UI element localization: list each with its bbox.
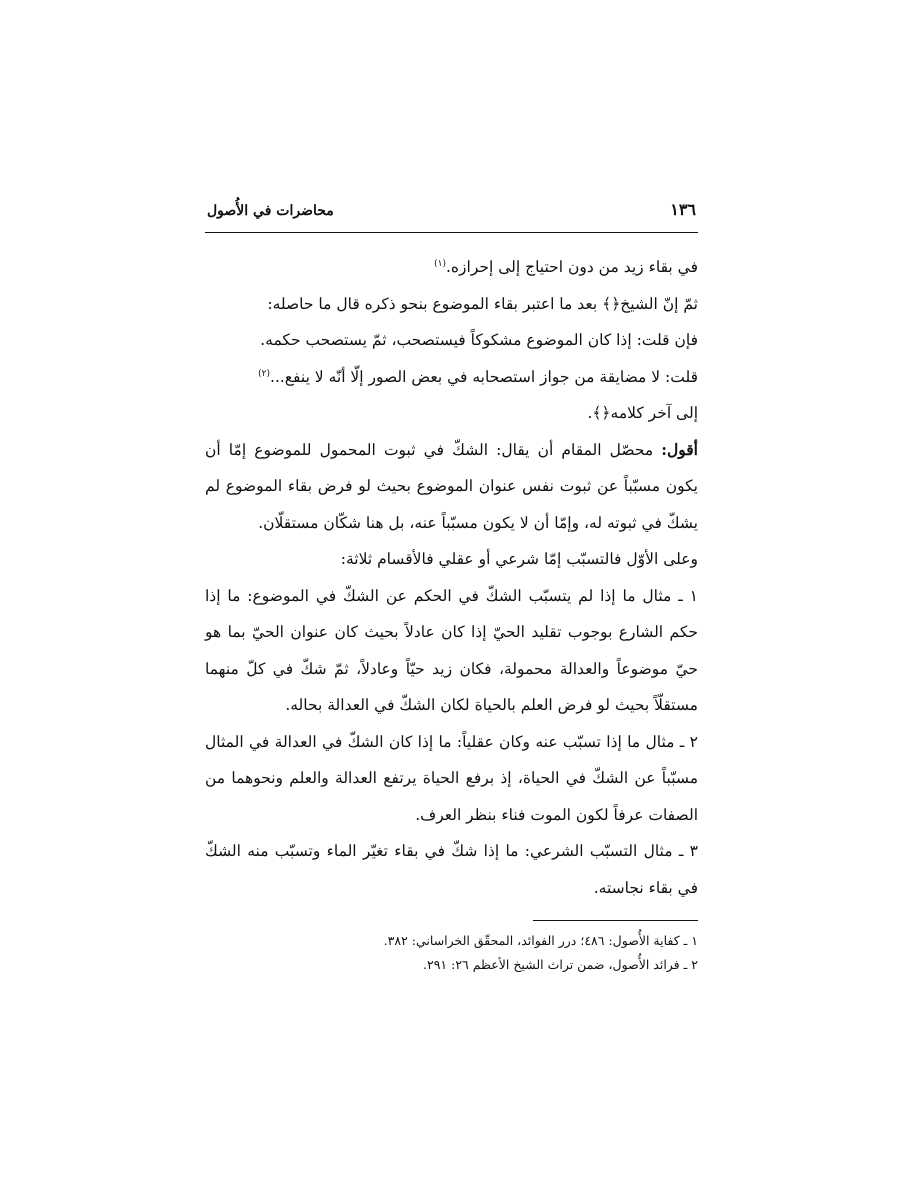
- footnote: ٢ ـ فرائد الأُصول، ضمن تراث الشيخ الأعظم ٢٦: ٢٩١.: [423, 957, 698, 972]
- paragraph: قلت: لا مضايقة من جواز استصحابه في بعض الصور إلّا أنّه لا ينفع...$^{(٢)}$: [258, 367, 698, 386]
- footnote: ١ ـ كفاية الأُصول: ٤٨٦؛ درر الفوائد، المحقّق الخراساني: ٣٨٢.: [383, 933, 698, 948]
- footnote-ref[interactable]: (٢): [258, 368, 271, 379]
- paragraph: ٢ ـ مثال ما إذا تسبّب عنه وكان عقلياً: ما إذا كان الشكّ في العدالة في المثال مسبّباً عن الشكّ في الحياة، إذ برفع الحياة يرتفع العدالة والعلم ونحوهما من الصفات عرفاً لكون الموت فناء بنظر العرف.: [205, 732, 698, 824]
- footnote-ref[interactable]: (١): [434, 258, 446, 269]
- book-page: [205, 200, 698, 977]
- main-text: [205, 249, 698, 906]
- footnote-divider: [533, 920, 698, 921]
- paragraph: وعلى الأوّل فالتسبّب إمّا شرعي أو عقلي فالأقسام ثلاثة:: [340, 550, 698, 568]
- paragraph: ثمّ إنّ الشيخ﴿﴾ بعد ما اعتبر بقاء الموضوع بنحو ذكره قال ما حاصله:: [267, 294, 698, 313]
- footnotes: [205, 929, 698, 977]
- running-header: [205, 200, 698, 233]
- paragraph: ١ ـ مثال ما إذا لم يتسبّب الشكّ في الحكم عن الشكّ في الموضوع: ما إذا حكم الشارع بوجوب تقليد الحيّ إذا كان عادلاً بحيث كان عنوان الحيّ بما هو حيّ موضوعاً والعدالة محمولة، فكان زيد حيّاً وعادلاً، ثمّ شكّ في كلّ منهما مستقلّاً بحيث لو فرض العلم بالحياة لكان الشكّ في العدالة بحاله.: [205, 586, 698, 714]
- paragraph: في بقاء زيد من دون احتياج إلى إحرازه.$^{(١)}$: [434, 258, 698, 276]
- page-number: ١٣٦: [670, 200, 696, 219]
- paragraph: أقول: محصّل المقام أن يقال: الشكّ في ثبوت المحمول للموضوع إمّا أن يكون مسبّباً عن ثبوت نفس عنوان الموضوع بحيث لو فرض بقاء الموضوع لم يشكّ في ثبوته له، وإمّا أن لا يكون مسبّباً عنه، بل هنا شكّان مستقلّان.: [205, 439, 698, 532]
- book-title: محاضرات في الأُصول: [207, 203, 334, 219]
- paragraph: ٣ ـ مثال التسبّب الشرعي: ما إذا شكّ في بقاء تغيّر الماء وتسبّب منه الشكّ في بقاء نجاسته.: [205, 842, 698, 897]
- paragraph: إلى آخر كلامه﴿﴾.: [587, 404, 698, 422]
- paragraph: فإن قلت: إذا كان الموضوع مشكوكاً فيستصحب، ثمّ يستصحب حكمه.: [260, 331, 698, 349]
- lead-word: أقول:: [661, 439, 698, 459]
